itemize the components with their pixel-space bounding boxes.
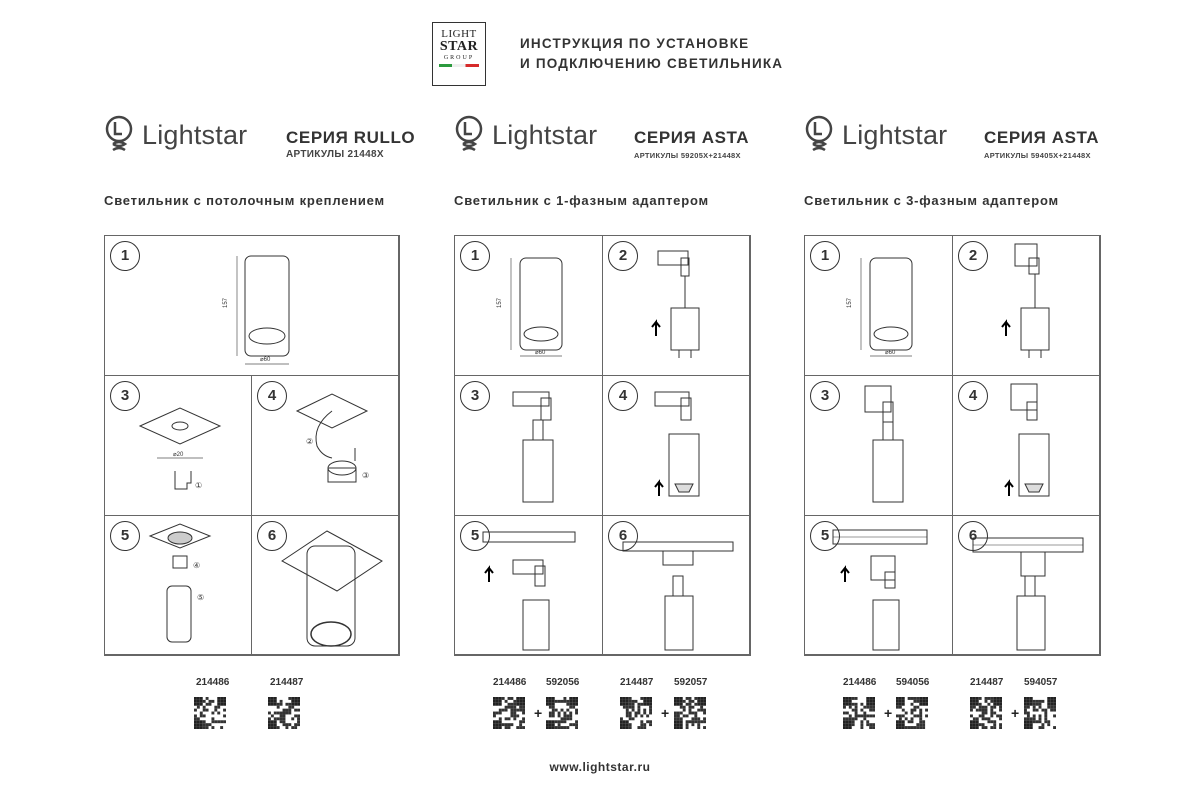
section-subtitle: Светильник с потолочным креплением [104, 193, 385, 208]
article-numbers: АРТИКУЛЫ 59405X+21448X [984, 151, 1091, 160]
step-panel: 1 157 ⌀60 [804, 235, 953, 376]
qr-code[interactable] [194, 697, 226, 729]
step-panel: 4 [602, 375, 751, 516]
step-panel: 6 [251, 515, 400, 656]
article-numbers: АРТИКУЛЫ 59205X+21448X [634, 151, 741, 160]
step-panel: 5 [454, 515, 603, 656]
qr-code[interactable] [674, 697, 706, 729]
luminaire-dimensions-drawing [105, 236, 401, 377]
brand-logo: Lightstar [804, 114, 947, 156]
svg-text:⌀60: ⌀60 [535, 350, 546, 356]
svg-text:157: 157 [497, 297, 503, 308]
svg-text:157: 157 [847, 297, 853, 308]
step-panel: 1 157 ⌀60 [454, 235, 603, 376]
document-title: ИНСТРУКЦИЯ ПО УСТАНОВКЕ И ПОДКЛЮЧЕНИЮ СВЕТИЛЬНИКА [520, 36, 784, 71]
qr-code[interactable] [843, 697, 875, 729]
svg-text:④: ④ [193, 561, 201, 570]
svg-text:②: ② [306, 437, 314, 446]
installed-luminaire-drawing [252, 516, 401, 657]
installed-track-luminaire-drawing [953, 516, 1102, 657]
mounting-assembly-drawing [105, 516, 253, 657]
website-link[interactable]: www.lightstar.ru [549, 760, 651, 774]
svg-text:⑤: ⑤ [197, 593, 205, 602]
section-subtitle: Светильник с 1-фазным адаптером [454, 193, 709, 208]
qr-code[interactable] [896, 697, 928, 729]
step-panel: 5 [804, 515, 953, 656]
step-panel: 3 [804, 375, 953, 516]
wiring-connection-drawing [252, 376, 401, 517]
step-panel: 2 [952, 235, 1101, 376]
article-numbers: АРТИКУЛЫ 21448X [286, 149, 384, 160]
brand-logo: Lightstar [104, 114, 247, 156]
qr-code[interactable] [268, 697, 300, 729]
qr-code[interactable] [1024, 697, 1056, 729]
luminaire-dimensions-drawing [805, 236, 954, 377]
track-attachment-drawing [455, 516, 604, 657]
lightbulb-logo-icon [804, 114, 834, 156]
svg-text:⌀60: ⌀60 [885, 350, 896, 356]
qr-code[interactable] [620, 697, 652, 729]
step-panel: 6 [952, 515, 1101, 656]
step-panel: 5 ④ ⑤ [104, 515, 252, 656]
step-panel: 6 [602, 515, 751, 656]
svg-text:⌀60: ⌀60 [260, 357, 271, 363]
adapter-mounted-drawing [805, 376, 954, 517]
step-panel: 4 ② ③ [251, 375, 400, 516]
lamp-insertion-drawing [603, 376, 752, 517]
brand-logo: Lightstar [454, 114, 597, 156]
section-subtitle: Светильник с 3-фазным адаптером [804, 193, 1059, 208]
instruction-grid [454, 235, 750, 655]
svg-text:⌀20: ⌀20 [173, 452, 184, 458]
svg-text:①: ① [195, 481, 203, 490]
italian-flag-stripe [439, 64, 479, 67]
track-attachment-drawing [805, 516, 954, 657]
ceiling-plate-drawing [105, 376, 253, 517]
luminaire-dimensions-drawing [455, 236, 604, 377]
qr-code[interactable] [493, 697, 525, 729]
svg-text:③: ③ [362, 471, 370, 480]
lightstar-group-logo: LIGHT STAR GROUP [432, 22, 486, 86]
lightbulb-logo-icon [104, 114, 134, 156]
qr-code[interactable] [546, 697, 578, 729]
qr-code[interactable] [970, 697, 1002, 729]
svg-text:157: 157 [223, 297, 229, 308]
lamp-insertion-drawing [953, 376, 1102, 517]
series-title: СЕРИЯ ASTA [634, 128, 750, 147]
installed-track-luminaire-drawing [603, 516, 752, 657]
instruction-grid [804, 235, 1100, 655]
adapter-mounted-drawing [455, 376, 604, 517]
step-panel: 2 [602, 235, 751, 376]
series-title: СЕРИЯ RULLO [286, 128, 416, 147]
series-title: СЕРИЯ ASTA [984, 128, 1100, 147]
step-panel: 3 ⌀20 ① [104, 375, 252, 516]
adapter-connection-drawing [603, 236, 752, 377]
step-panel: 1 157 ⌀60 [104, 235, 400, 376]
adapter-connection-drawing [953, 236, 1102, 377]
lightbulb-logo-icon [454, 114, 484, 156]
step-panel: 3 [454, 375, 603, 516]
instruction-grid [104, 235, 399, 655]
step-panel: 4 [952, 375, 1101, 516]
